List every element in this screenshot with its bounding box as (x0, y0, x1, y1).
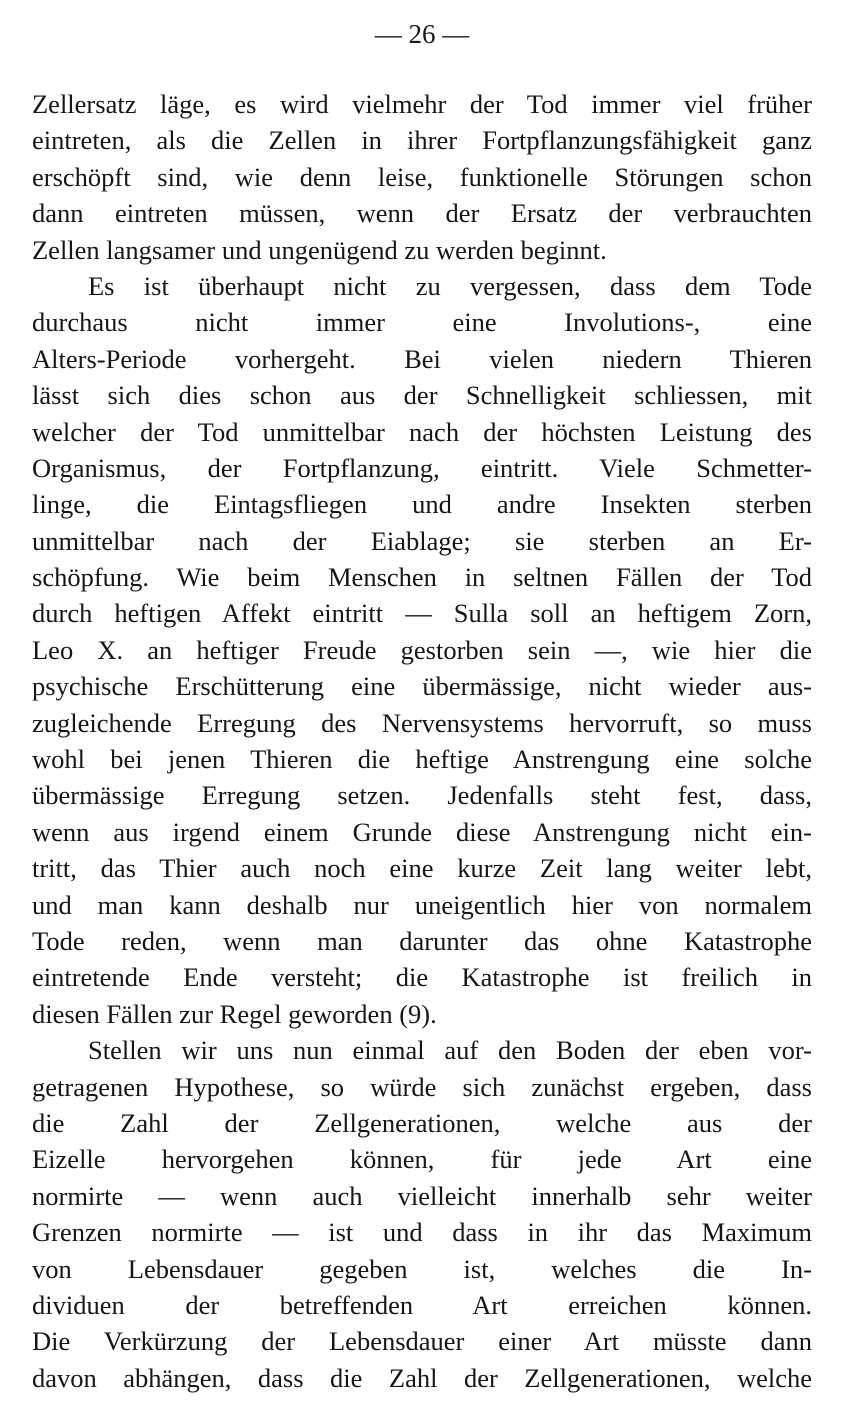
text-line: Stellen wir uns nun einmal auf den Boden der eben vor- (88, 1035, 812, 1066)
text-line: diesen Fällen zur Regel geworden (9). (32, 998, 437, 1029)
text-line: Zellersatz läge, es wird vielmehr der Tod immer viel früher (32, 89, 812, 119)
text-line: und man kann deshalb nur uneigentlich hier von normalem (32, 889, 812, 920)
text-line: lässt sich dies schon aus der Schnelligkeit schliessen, mit (32, 380, 812, 411)
text-line: Zellen langsamer und ungenügend zu werden beginnt. (32, 234, 607, 265)
text-line: eintreten, als die Zellen in ihrer Fortpflanzungsfähigkeit ganz (32, 125, 812, 156)
text-line: Organismus, der Fortpflanzung, eintritt. Viele Schmetter- (32, 452, 812, 483)
text-line: unmittelbar nach der Eiablage; sie sterben an Er- (32, 525, 812, 556)
text-line: Es ist überhaupt nicht zu vergessen, dass dem Tode (88, 270, 812, 301)
text-line: welcher der Tod unmittelbar nach der höchsten Leistung des (32, 416, 812, 447)
text-line: Leo X. an heftiger Freude gestorben sein —, wie hier die (32, 634, 812, 665)
text-line: eintretende Ende versteht; die Katastrophe ist freilich in (32, 962, 812, 993)
text-line: durchaus nicht immer eine Involutions-, eine (32, 307, 812, 338)
text-line: Tode reden, wenn man darunter das ohne Katastrophe (32, 925, 812, 956)
text-line: zugleichende Erregung des Nervensystems hervorruft, so muss (32, 707, 812, 738)
text-line: Die Verkürzung der Lebensdauer einer Art müsste dann (32, 1326, 812, 1357)
text-line: durch heftigen Affekt eintritt — Sulla soll an heftigem Zorn, (32, 598, 812, 629)
text-line: schöpfung. Wie beim Menschen in seltnen Fällen der Tod (32, 562, 812, 593)
text-line: normirte — wenn auch vielleicht innerhalb sehr weiter (32, 1180, 812, 1211)
text-line: Eizelle hervorgehen können, für jede Art eine (32, 1144, 812, 1175)
text-line: davon abhängen, dass die Zahl der Zellgenerationen, welche (32, 1362, 812, 1393)
page-number: — 26 — (374, 19, 470, 49)
text-line: linge, die Eintagsfliegen und andre Insekten sterben (32, 489, 812, 520)
text-line: von Lebensdauer gegeben ist, welches die In- (32, 1253, 812, 1284)
text-line: psychische Erschütterung eine übermässige, nicht wieder aus- (32, 671, 812, 702)
text-line: wenn aus irgend einem Grunde diese Anstrengung nicht ein- (32, 816, 812, 847)
text-line: übermässige Erregung setzen. Jedenfalls steht fest, dass, (32, 780, 812, 811)
text-line: getragenen Hypothese, so würde sich zunächst ergeben, dass (32, 1071, 812, 1102)
text-line: Alters-Periode vorhergeht. Bei vielen niedern Thieren (32, 343, 812, 374)
text-line: Grenzen normirte — ist und dass in ihr das Maximum (32, 1217, 812, 1248)
text-line: wohl bei jenen Thieren die heftige Anstrengung eine solche (32, 744, 812, 775)
text-line: dividuen der betreffenden Art erreichen können. (32, 1289, 812, 1320)
text-line: die Zahl der Zellgenerationen, welche aus der (32, 1107, 812, 1138)
page-body-text (32, 86, 812, 1396)
text-line: tritt, das Thier auch noch eine kurze Zeit lang weiter lebt, (32, 853, 812, 884)
text-line: dann eintreten müssen, wenn der Ersatz der verbrauchten (32, 198, 812, 229)
text-line: erschöpft sind, wie denn leise, funktionelle Störungen schon (32, 161, 812, 192)
